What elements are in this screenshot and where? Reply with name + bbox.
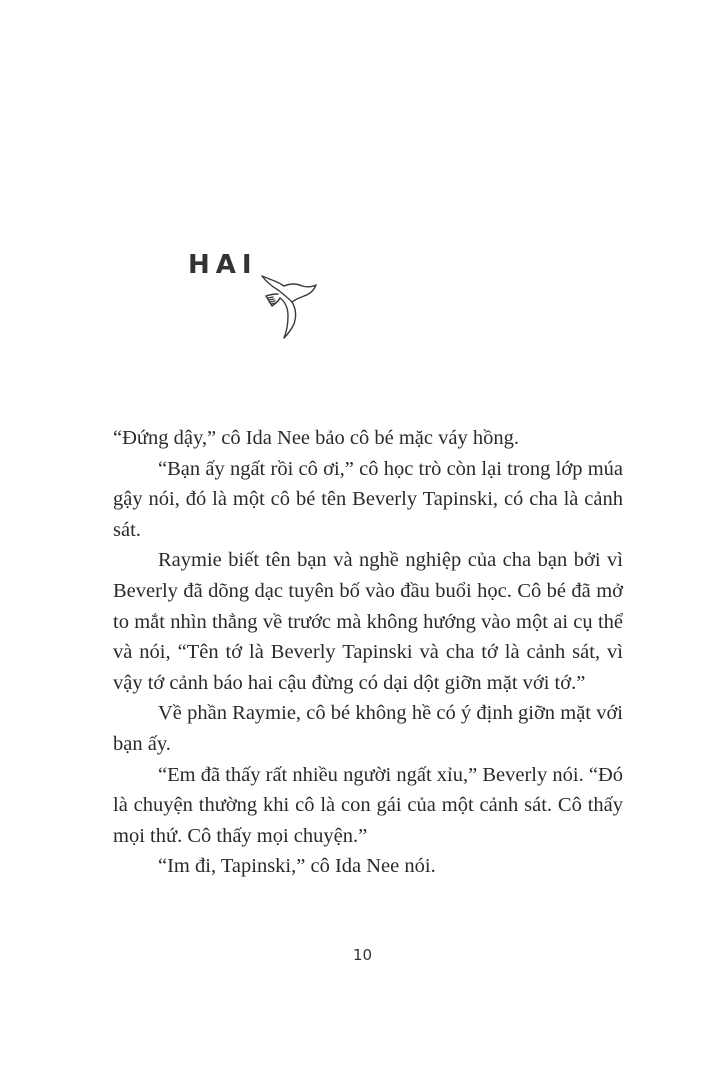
page-number: 10: [352, 946, 373, 964]
body-text: [113, 423, 623, 882]
paragraph-4: Về phần Raymie, cô bé không hề có ý định giỡn mặt với bạn ấy.: [113, 702, 623, 755]
paragraph-2: “Bạn ấy ngất rồi cô ơi,” cô học trò còn lại trong lớp múa gậy nói, đó là một cô bé tên Beverly Tapinski, có cha là cảnh sát.: [113, 457, 623, 541]
chapter-title: HAI: [188, 250, 258, 280]
paragraph-6: “Im đi, Tapinski,” cô Ida Nee nói.: [158, 855, 436, 878]
paragraph-5: “Em đã thấy rất nhiều người ngất xỉu,” Beverly nói. “Đó là chuyện thường khi cô là con gái của một cảnh sát. Cô thấy mọi thứ. Cô thấy mọi chuyện.”: [113, 763, 623, 847]
paragraph-3: Raymie biết tên bạn và nghề nghiệp của cha bạn bởi vì Beverly đã dõng dạc tuyên bố vào đầu buổi học. Cô bé đã mở to mắt nhìn thẳng về trước mà không hướng vào một ai cụ thể và nói, “Tên tớ là Beverly Tapinski và cha tớ là cảnh sát, vì vậy tớ cảnh báo hai cậu đừng có dại dột giỡn mặt với tớ.”: [113, 549, 623, 694]
paragraph-1: “Đứng dậy,” cô Ida Nee bảo cô bé mặc váy hồng.: [113, 427, 519, 449]
bird-icon: [258, 268, 320, 340]
